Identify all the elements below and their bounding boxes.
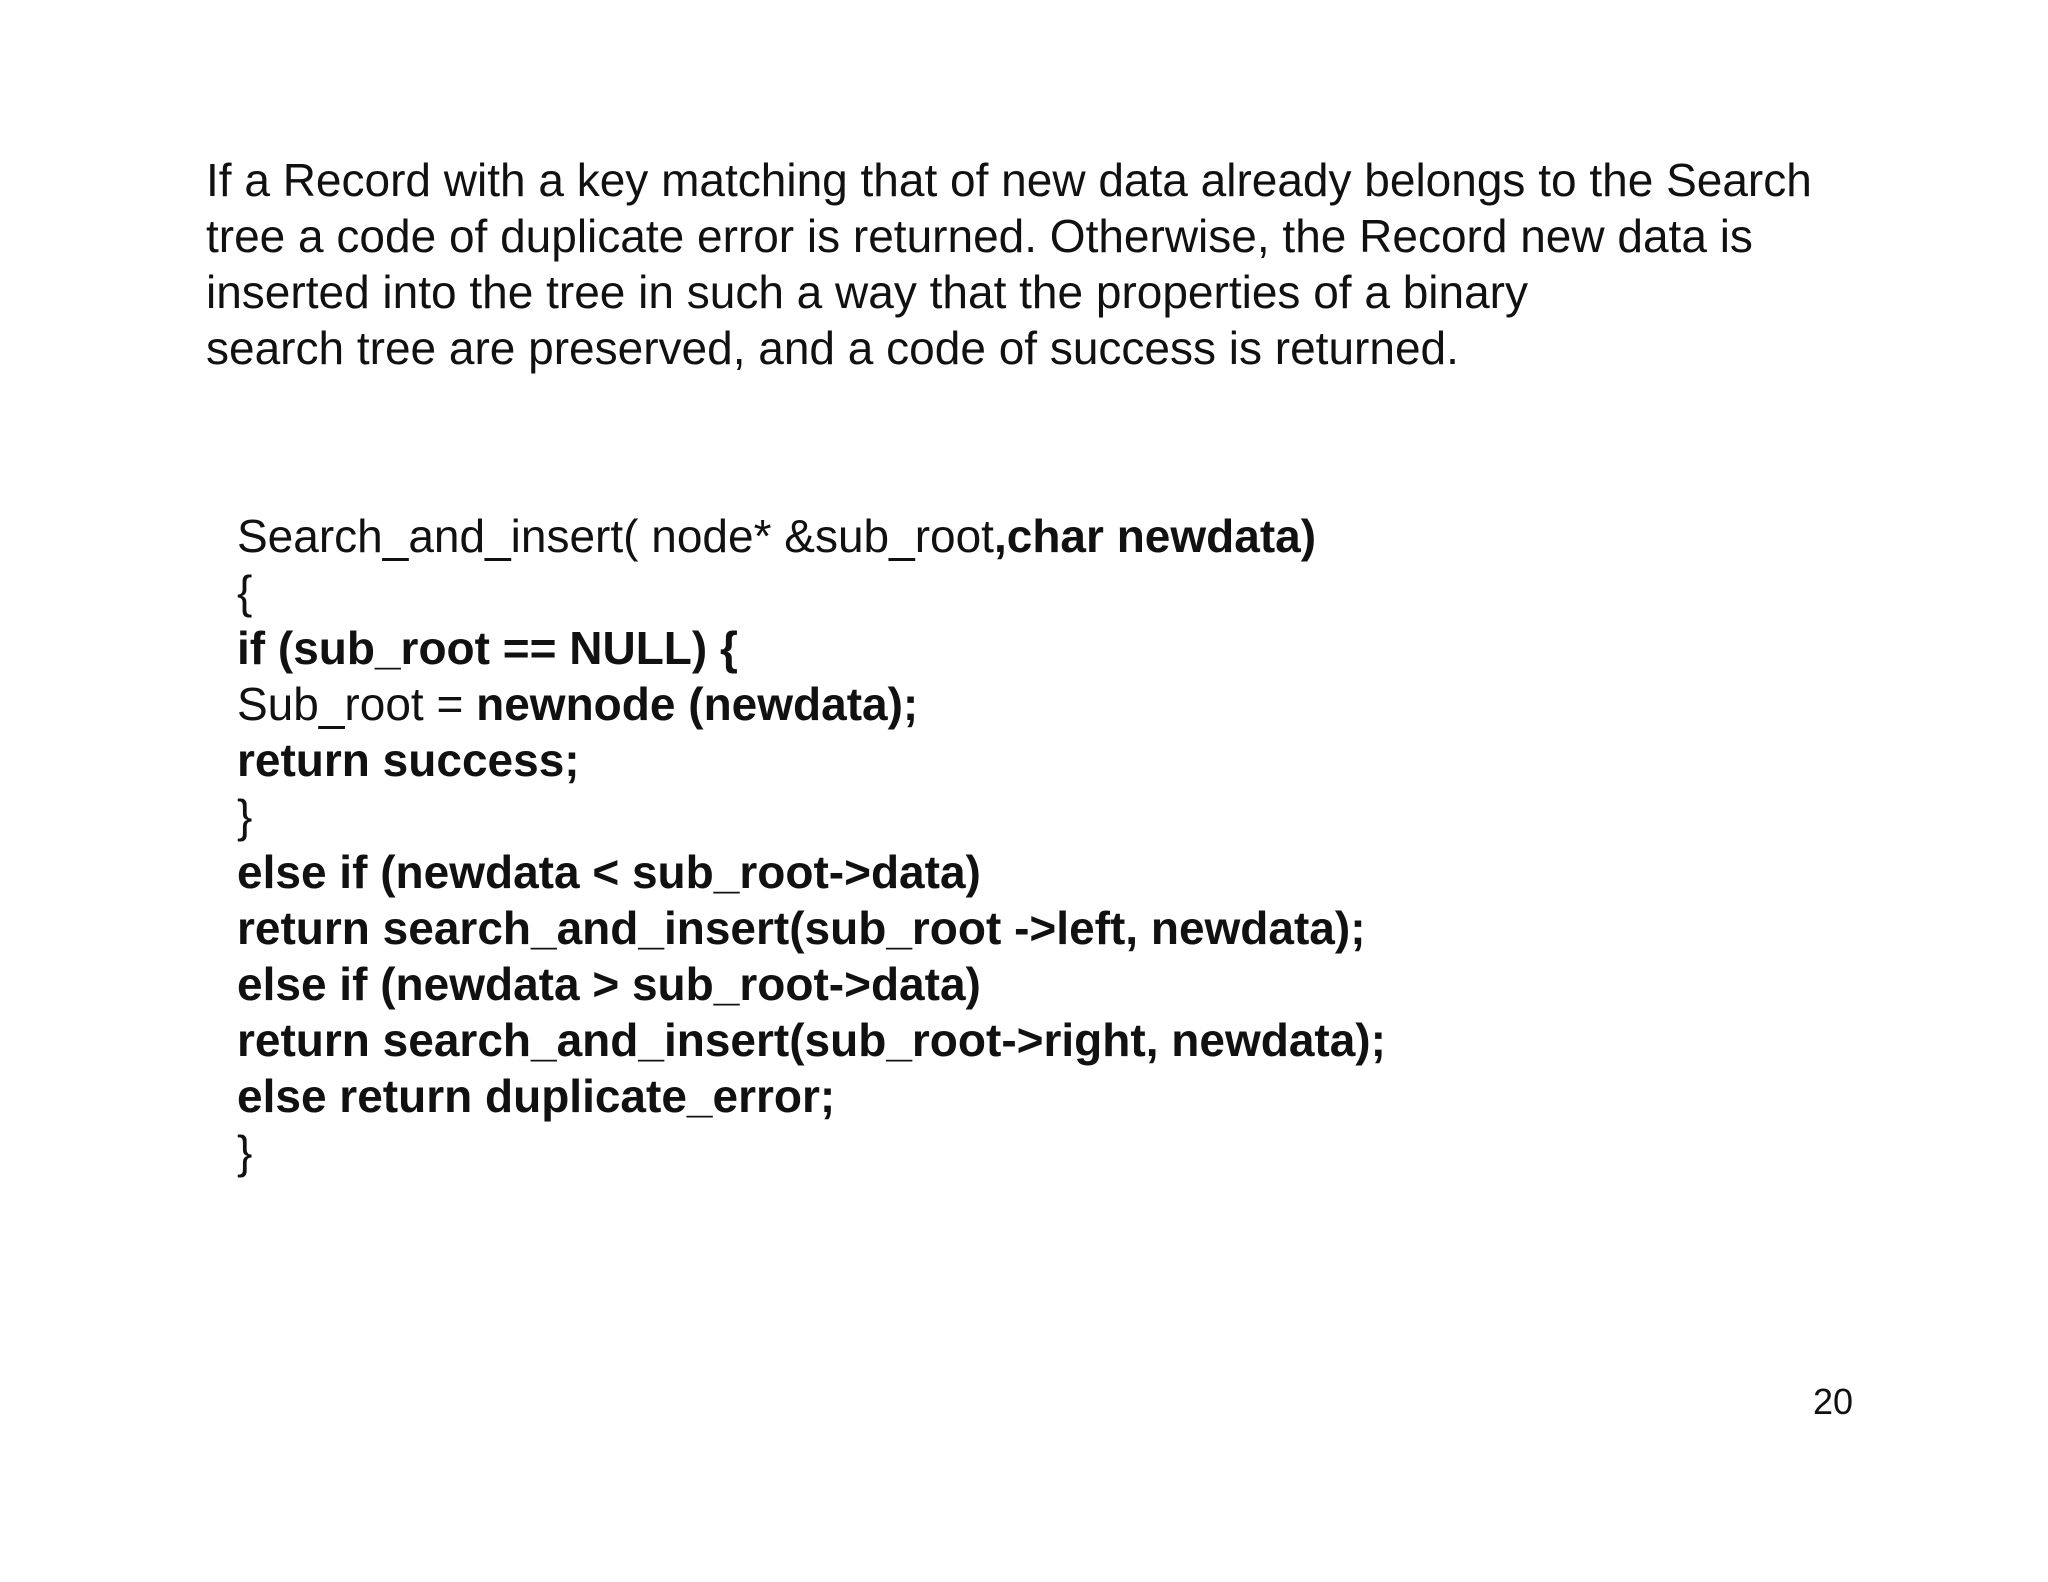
code-line-else-if-greater: else if (newdata > sub_root->data) [237, 958, 981, 1010]
code-line-else-if-less: else if (newdata < sub_root->data) [237, 846, 981, 898]
code-line-signature [237, 508, 1737, 564]
code-line-close-brace: } [237, 1126, 253, 1178]
page-number: 20 [1812, 1381, 1853, 1422]
code-line-return-left: return search_and_insert(sub_root ->left, newdata); [237, 902, 1366, 954]
code-line-assign [237, 676, 1737, 732]
code-line-inner-close-brace: } [237, 790, 253, 842]
code-line-return-success: return success; [237, 734, 580, 786]
code-line-open-brace: { [237, 566, 253, 618]
intro-line: tree a code of duplicate error is returned. Otherwise, the Record new data is [206, 210, 1753, 262]
assign-bold-text: newnode (newdata); [476, 678, 919, 730]
code-block [237, 508, 1737, 1180]
code-line-if-null: if (sub_root == NULL) { [237, 622, 738, 674]
signature-normal-text: Search_and_insert( node* &sub_root [237, 510, 994, 562]
intro-line: inserted into the tree in such a way that the properties of a binary [206, 266, 1528, 318]
code-line-else-duplicate: else return duplicate_error; [237, 1070, 836, 1122]
assign-normal-text: Sub_root = [237, 678, 477, 730]
intro-line: search tree are preserved, and a code of success is returned. [206, 322, 1459, 374]
intro-paragraph [206, 152, 1906, 376]
code-line-return-right: return search_and_insert(sub_root->right, newdata); [237, 1014, 1386, 1066]
intro-line: If a Record with a key matching that of new data already belongs to the Search [206, 154, 1812, 206]
signature-bold-text: ,char newdata) [993, 510, 1317, 562]
